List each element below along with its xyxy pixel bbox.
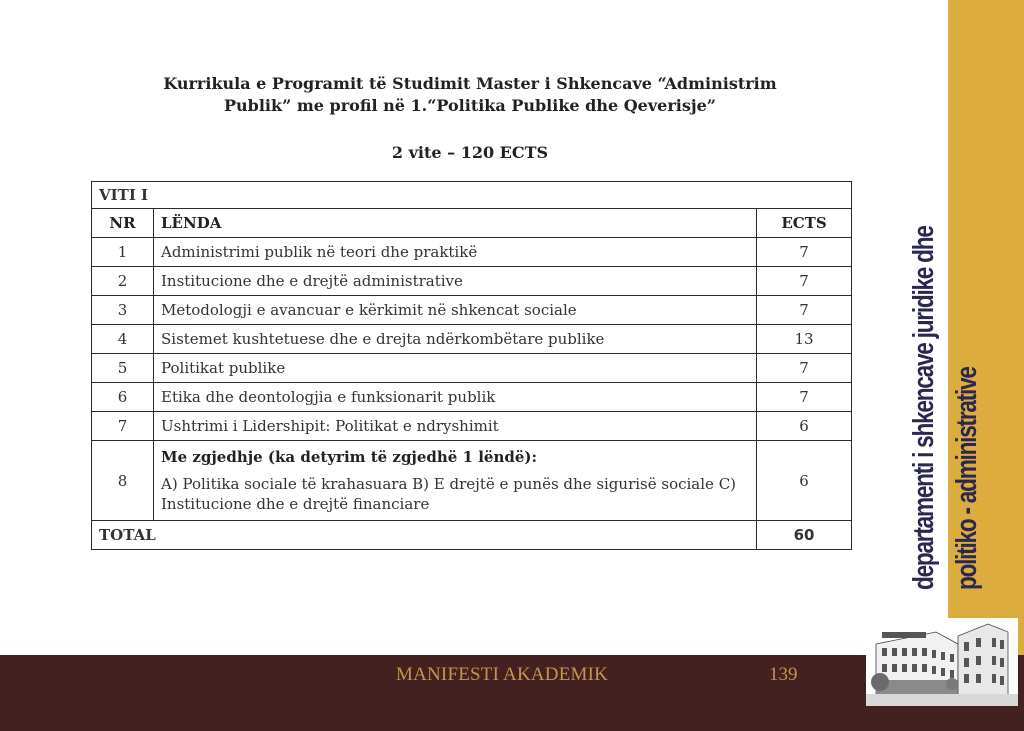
page-title-line2: Publik” me profil në 1.“Politika Publike dhe Qeverisje”	[223, 96, 717, 115]
year-row	[92, 182, 852, 209]
table-row	[92, 296, 852, 325]
table-row	[92, 354, 852, 383]
total-value: 60	[757, 521, 852, 550]
elective-ects: 6	[757, 441, 852, 521]
illustration-base	[866, 706, 1018, 710]
page-title	[90, 73, 850, 117]
table-row	[92, 238, 852, 267]
row-ects: 7	[757, 238, 852, 267]
table-row	[92, 412, 852, 441]
elective-options: A) Politika sociale të krahasuara B) E drejtë e punës dhe sigurisë sociale C) Institucione dhe e drejtë financiare	[161, 474, 737, 513]
sidebar-department-line1: departamenti i shkencave juridike dhe	[908, 226, 940, 590]
row-nr: 6	[92, 383, 154, 412]
table-row	[92, 267, 852, 296]
header-ects: ECTS	[757, 209, 852, 238]
row-subject: Ushtrimi i Lidershipit: Politikat e ndryshimit	[154, 412, 757, 441]
row-subject: Metodologji e avancuar e kërkimit në shkencat sociale	[154, 296, 757, 325]
row-nr: 1	[92, 238, 154, 267]
row-nr: 5	[92, 354, 154, 383]
header-row	[92, 209, 852, 238]
row-nr: 2	[92, 267, 154, 296]
elective-cell	[154, 441, 757, 521]
header-subject: LËNDA	[154, 209, 757, 238]
row-subject: Politikat publike	[154, 354, 757, 383]
university-building-illustration	[866, 618, 1018, 710]
table-row	[92, 383, 852, 412]
elective-row	[92, 441, 852, 521]
row-nr: 7	[92, 412, 154, 441]
sidebar-department-line2: politiko - administrative	[951, 367, 983, 590]
row-ects: 6	[757, 412, 852, 441]
row-ects: 7	[757, 267, 852, 296]
row-ects: 7	[757, 296, 852, 325]
row-subject: Sistemet kushtetuese dhe e drejta ndërkombëtare publike	[154, 325, 757, 354]
street	[866, 694, 1018, 706]
elective-title: Me zgjedhje (ka detyrim të zgjedhë 1 lëndë):	[161, 447, 538, 466]
total-row	[92, 521, 852, 550]
table-row	[92, 325, 852, 354]
tree-right	[946, 678, 958, 690]
tree-left	[871, 673, 889, 691]
row-nr: 4	[92, 325, 154, 354]
row-subject: Administrimi publik në teori dhe praktikë	[154, 238, 757, 267]
row-ects: 7	[757, 354, 852, 383]
row-subject: Etika dhe deontologjia e funksionarit publik	[154, 383, 757, 412]
page-subtitle: 2 vite – 120 ECTS	[391, 143, 549, 162]
total-label: TOTAL	[92, 521, 757, 550]
building-sign	[882, 632, 926, 638]
row-ects: 7	[757, 383, 852, 412]
row-ects: 13	[757, 325, 852, 354]
footer-title: MANIFESTI AKADEMIK	[396, 664, 609, 685]
row-nr: 3	[92, 296, 154, 325]
row-subject: Institucione dhe e drejtë administrative	[154, 267, 757, 296]
curriculum-table	[91, 181, 852, 550]
elective-nr: 8	[92, 441, 154, 521]
page-title-line1: Kurrikula e Programit të Studimit Master i Shkencave “Administrim	[163, 74, 777, 93]
year-label: VITI I	[92, 182, 852, 209]
header-nr: NR	[92, 209, 154, 238]
page-number: 139	[769, 664, 798, 685]
